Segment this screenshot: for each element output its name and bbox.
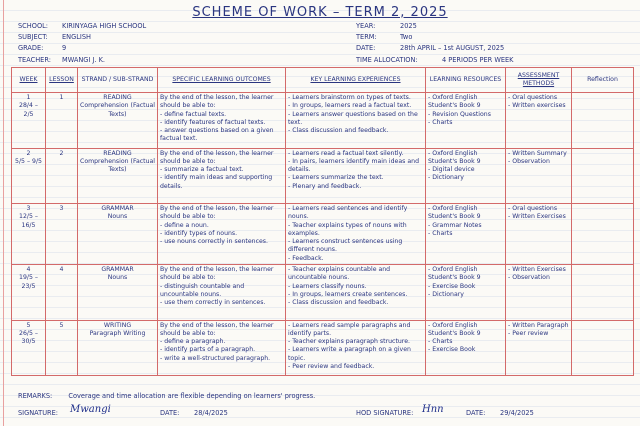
experiences-cell: [286, 265, 426, 321]
experiences-cell: [286, 93, 426, 149]
experience-item: - In groups, learners create sentences.: [288, 290, 408, 298]
resource-item: - Grammar Notes: [428, 221, 482, 229]
experience-item-text: Class discussion and feedback.: [292, 127, 389, 135]
resource-item: - Charts: [428, 338, 453, 346]
time-label: TIME ALLOCATION:: [356, 56, 418, 64]
week-cell: [12, 204, 46, 265]
assessment-item: - Observation: [508, 274, 550, 282]
assessment-item-text: Written exercises: [512, 102, 566, 110]
experience-item: - Feedback.: [288, 254, 324, 262]
page-title: SCHEME OF WORK – TERM 2, 2025: [192, 5, 448, 20]
assessment-item-text: Oral questions: [512, 205, 558, 212]
resource-item-text: Dictionary: [432, 290, 464, 298]
experience-item: - Class discussion and feedback.: [288, 127, 389, 135]
assessment-item: - Written exercises: [508, 102, 566, 110]
experience-item: - Learners read sample paragraphs and identify parts.: [288, 321, 411, 337]
experience-item: - Learners write a paragraph on a given topic.: [288, 346, 411, 362]
remarks: [18, 392, 315, 400]
experience-item-text: Class discussion and feedback.: [292, 299, 389, 307]
outcomes-cell: [158, 204, 286, 265]
school-label: SCHOOL:: [18, 22, 49, 30]
experience-item: - Teacher explains paragraph structure.: [288, 338, 410, 346]
resource-item: - Charts: [428, 118, 453, 126]
lesson-cell: [46, 204, 78, 265]
outcome-item: - define factual texts.: [160, 110, 227, 118]
assessment-item: - Written Exercises: [508, 266, 566, 274]
resource-item: - Revision Questions: [428, 110, 491, 118]
teacher-value: MWANGI J. K.: [62, 56, 105, 64]
resource-item: - Oxford English Student's Book 9: [428, 205, 481, 221]
time-info: [356, 56, 514, 64]
col-resources: LEARNING RESOURCES: [426, 68, 506, 93]
reflection-cell: [572, 93, 634, 149]
col-week: WEEK: [12, 68, 46, 93]
outcomes-intro: By the end of the lesson, the learner should be able to:: [160, 94, 274, 110]
strand: WRITING: [103, 321, 132, 329]
assessment-item-text: Peer review: [512, 329, 549, 337]
experience-item-text: In groups, learners create sentences.: [292, 290, 408, 298]
col-experiences: KEY LEARNING EXPERIENCES: [286, 68, 426, 93]
teacher-signature: Mwangi: [70, 404, 111, 415]
outcomes-cell: [158, 93, 286, 149]
reflection-cell: [572, 320, 634, 376]
resource-item-text: Oxford English Student's Book 9: [428, 321, 481, 337]
week-dates: 28/4 – 2/5: [19, 102, 38, 118]
resource-item-text: Dictionary: [432, 174, 464, 182]
outcome-item: - distinguish countable and uncountable nouns.: [160, 282, 245, 298]
assessment-item-text: Written Paragraph: [512, 321, 569, 329]
strand-cell: [78, 148, 158, 204]
assessment-item: - Oral questions: [508, 205, 558, 212]
assessment-cell: [506, 320, 572, 376]
term-label: TERM:: [356, 33, 377, 41]
signature-label: SIGNATURE:: [18, 409, 58, 417]
experience-item-text: Learners read a factual text silently.: [292, 149, 404, 157]
week-cell: [12, 320, 46, 376]
resource-item-text: Exercise Book: [432, 346, 476, 354]
week-number: 3: [26, 205, 31, 212]
strand-cell: [78, 93, 158, 149]
date-label-2: DATE:: [466, 409, 486, 417]
resource-item: - Dictionary: [428, 290, 464, 298]
table-row: [12, 320, 634, 376]
outcome-text: write a well-structured paragraph.: [164, 354, 271, 362]
experiences-cell: [286, 320, 426, 376]
strand-cell: [78, 204, 158, 265]
outcome-item: - identify main ideas and supporting details.: [160, 174, 273, 190]
year-value: 2025: [400, 22, 417, 30]
resource-item-text: Oxford English Student's Book 9: [428, 205, 481, 221]
outcome-item: - identify features of factual texts.: [160, 118, 266, 126]
experience-item: - Class discussion and feedback.: [288, 299, 389, 307]
table-row: [12, 265, 634, 321]
strand: GRAMMAR: [101, 205, 134, 212]
experience-item-text: Peer review and feedback.: [292, 363, 375, 371]
lesson-number: 3: [59, 205, 64, 212]
experience-item: - Learners summarize the text.: [288, 174, 384, 182]
experience-item: - Plenary and feedback.: [288, 182, 362, 190]
outcome-text: identify parts of a paragraph.: [164, 346, 256, 354]
experience-item-text: In pairs, learners identify main ideas and details.: [288, 157, 419, 174]
outcome-text: answer questions based on a given factual text.: [160, 127, 274, 143]
lesson-cell: [46, 93, 78, 149]
experience-item: - Learners classify nouns.: [288, 282, 367, 290]
outcome-text: use nouns correctly in sentences.: [164, 238, 268, 246]
outcomes-cell: [158, 148, 286, 204]
resources-cell: [426, 204, 506, 265]
reflection-cell: [572, 265, 634, 321]
resources-cell: [426, 320, 506, 376]
assessment-item-text: Written Summary: [512, 149, 567, 157]
date-label: DATE:: [356, 44, 376, 52]
week-dates: 19/5 – 23/5: [19, 274, 38, 290]
experience-item-text: Learners construct sentences using different nouns.: [288, 238, 403, 254]
date-info: [356, 44, 505, 52]
lesson-cell: [46, 148, 78, 204]
outcomes-cell: [158, 320, 286, 376]
table-row: [12, 204, 634, 265]
grade-label: GRADE:: [18, 44, 44, 52]
resource-item: - Oxford English Student's Book 9: [428, 321, 481, 337]
experiences-cell: [286, 204, 426, 265]
experience-item: - Teacher explains countable and uncountable nouns.: [288, 266, 391, 282]
experience-item: - Learners brainstorm on types of texts.: [288, 94, 411, 101]
subject-label: SUBJECT:: [18, 33, 48, 41]
experience-item: - Learners answer questions based on the text.: [288, 110, 418, 126]
assessment-item-text: Observation: [512, 157, 550, 165]
experience-item: - In groups, learners read a factual text.: [288, 102, 412, 110]
hod-signature-label: HOD SIGNATURE:: [356, 409, 414, 417]
scheme-table: [11, 67, 634, 376]
reflection-cell: [572, 148, 634, 204]
lesson-number: 4: [59, 266, 64, 274]
experience-item-text: Feedback.: [292, 254, 324, 262]
col-strand: STRAND / SUB-STRAND: [78, 68, 158, 93]
date-value: 28th APRIL – 1st AUGUST, 2025: [400, 44, 505, 52]
resource-item-text: Oxford English Student's Book 9: [428, 149, 481, 165]
experience-item-text: Plenary and feedback.: [292, 182, 362, 190]
assessment-item: - Peer review: [508, 329, 549, 337]
strand: GRAMMAR: [101, 266, 134, 274]
week-number: 2: [26, 149, 31, 157]
experience-item: - Learners construct sentences using different nouns.: [288, 238, 403, 254]
assessment-item: - Oral questions: [508, 94, 558, 101]
resource-item-text: Exercise Book: [432, 282, 476, 290]
strand-cell: [78, 320, 158, 376]
lesson-number: 5: [59, 321, 64, 329]
resource-item-text: Grammar Notes: [432, 221, 482, 229]
resource-item: - Oxford English Student's Book 9: [428, 266, 481, 282]
resources-cell: [426, 148, 506, 204]
experience-item-text: Teacher explains types of nouns with examples.: [288, 221, 407, 237]
col-reflection: Reflection: [572, 68, 634, 93]
week-cell: [12, 265, 46, 321]
resource-item-text: Charts: [432, 118, 453, 126]
outcome-text: use them correctly in sentences.: [164, 299, 266, 307]
assessment-cell: [506, 265, 572, 321]
resource-item-text: Oxford English Student's Book 9: [428, 94, 481, 110]
remarks-text: Coverage and time allocation are flexible depending on learners' progress.: [68, 392, 316, 400]
strand: READING: [103, 149, 132, 157]
week-number: 1: [26, 94, 31, 101]
experience-item: - Teacher explains types of nouns with examples.: [288, 221, 407, 237]
date-value-2: 29/4/2025: [500, 409, 534, 417]
year-info: [356, 22, 417, 30]
assessment-item: - Written Paragraph: [508, 321, 569, 329]
outcome-text: define factual texts.: [164, 110, 227, 118]
outcome-text: define a paragraph.: [164, 338, 226, 346]
assessment-item: - Written Exercises: [508, 213, 566, 221]
resources-cell: [426, 265, 506, 321]
grade-info: [18, 44, 67, 52]
time-value: 4 PERIODS PER WEEK: [442, 56, 514, 64]
resource-item-text: Oxford English Student's Book 9: [428, 266, 481, 282]
lesson-cell: [46, 320, 78, 376]
outcome-text: identify features of factual texts.: [164, 118, 266, 126]
table-row: [12, 148, 634, 204]
week-number: 5: [26, 321, 31, 329]
assessment-item-text: Observation: [512, 274, 550, 282]
school-value: KIRINYAGA HIGH SCHOOL: [62, 22, 147, 30]
outcome-text: distinguish countable and uncountable nouns.: [160, 282, 245, 298]
outcome-text: summarize a factual text.: [164, 166, 244, 174]
sub-strand: Paragraph Writing: [89, 329, 146, 337]
assessment-item: - Observation: [508, 157, 550, 165]
sub-strand: Comprehension (Factual Texts): [80, 157, 155, 174]
col-outcomes: SPECIFIC LEARNING OUTCOMES: [158, 68, 286, 93]
outcome-item: - write a well-structured paragraph.: [160, 354, 271, 362]
margin-line: [3, 0, 4, 426]
lesson-cell: [46, 265, 78, 321]
date-value-1: 28/4/2025: [194, 409, 228, 417]
experiences-cell: [286, 148, 426, 204]
resource-item-text: Charts: [432, 229, 453, 237]
week-cell: [12, 93, 46, 149]
outcome-item: - use them correctly in sentences.: [160, 299, 266, 307]
resource-item: - Exercise Book: [428, 282, 476, 290]
assessment-item-text: Written Exercises: [512, 266, 566, 274]
outcome-text: identify types of nouns.: [164, 229, 238, 237]
outcomes-intro: By the end of the lesson, the learner should be able to:: [160, 321, 274, 337]
outcome-text: identify main ideas and supporting details.: [160, 174, 273, 190]
assessment-item-text: Oral questions: [512, 94, 558, 101]
term-value: Two: [400, 33, 413, 41]
assessment-cell: [506, 204, 572, 265]
resource-item-text: Digital device: [432, 166, 475, 174]
remarks-label: REMARKS:: [18, 392, 53, 400]
reflection-cell: [572, 204, 634, 265]
outcomes-intro: By the end of the lesson, the learner should be able to:: [160, 205, 274, 221]
subject-info: [18, 33, 91, 41]
week-dates: 26/5 – 30/5: [19, 329, 38, 346]
lesson-number: 1: [59, 94, 64, 101]
outcome-item: - use nouns correctly in sentences.: [160, 238, 268, 246]
outcome-item: - define a paragraph.: [160, 338, 226, 346]
assessment-item: - Written Summary: [508, 149, 567, 157]
resource-item: - Charts: [428, 229, 453, 237]
sub-strand: Comprehension (Factual Texts): [80, 102, 155, 118]
teacher-label: TEACHER:: [18, 56, 51, 64]
outcome-item: - identify parts of a paragraph.: [160, 346, 256, 354]
teacher-info: [18, 56, 105, 64]
outcomes-cell: [158, 265, 286, 321]
experience-item: - Peer review and feedback.: [288, 363, 375, 371]
outcome-item: - answer questions based on a given factual text.: [160, 127, 274, 143]
outcome-item: - summarize a factual text.: [160, 166, 244, 174]
assessment-cell: [506, 148, 572, 204]
col-assessment: ASSESSMENT METHODS: [506, 68, 572, 93]
week-number: 4: [26, 266, 31, 274]
experience-item-text: Learners brainstorm on types of texts.: [292, 94, 411, 101]
week-dates: 12/5 – 16/5: [19, 213, 38, 229]
lesson-number: 2: [59, 149, 64, 157]
sub-strand: Nouns: [107, 274, 128, 282]
resources-cell: [426, 93, 506, 149]
resource-item: - Oxford English Student's Book 9: [428, 94, 481, 110]
resource-item-text: Charts: [432, 338, 453, 346]
experience-item: - In pairs, learners identify main ideas and details.: [288, 157, 419, 174]
outcome-text: define a noun.: [164, 221, 209, 229]
year-label: YEAR:: [356, 22, 376, 30]
school-info: [18, 22, 147, 30]
term-info: [356, 33, 413, 41]
hod-signature: Hnn: [422, 404, 444, 415]
col-lesson: LESSON: [46, 68, 78, 93]
experience-item-text: Learners write a paragraph on a given topic.: [288, 346, 411, 362]
subject-value: ENGLISH: [62, 33, 91, 41]
assessment-cell: [506, 93, 572, 149]
outcome-item: - define a noun.: [160, 221, 209, 229]
resource-item-text: Revision Questions: [432, 110, 491, 118]
experience-item-text: Teacher explains paragraph structure.: [292, 338, 410, 346]
strand-cell: [78, 265, 158, 321]
experience-item: - Learners read a factual text silently.: [288, 149, 404, 157]
outcomes-intro: By the end of the lesson, the learner should be able to:: [160, 149, 274, 165]
experience-item-text: Learners classify nouns.: [292, 282, 367, 290]
experience-item-text: Learners read sentences and identify nouns.: [288, 205, 408, 221]
experience-item: - Learners read sentences and identify nouns.: [288, 205, 408, 221]
resource-item: - Exercise Book: [428, 346, 476, 354]
assessment-item-text: Written Exercises: [512, 213, 566, 221]
experience-item-text: Learners read sample paragraphs and identify parts.: [288, 321, 411, 337]
outcome-item: - identify types of nouns.: [160, 229, 238, 237]
resource-item: - Dictionary: [428, 174, 464, 182]
experience-item-text: Learners summarize the text.: [292, 174, 384, 182]
week-cell: [12, 148, 46, 204]
strand: READING: [103, 94, 132, 101]
date-label-1: DATE:: [160, 409, 180, 417]
experience-item-text: In groups, learners read a factual text.: [292, 102, 412, 110]
header-row: [12, 68, 634, 93]
sub-strand: Nouns: [107, 213, 128, 221]
grade-value: 9: [62, 44, 67, 52]
week-dates: 5/5 – 9/5: [15, 157, 42, 165]
resource-item: - Oxford English Student's Book 9: [428, 149, 481, 165]
table-row: [12, 93, 634, 149]
resource-item: - Digital device: [428, 166, 475, 174]
experience-item-text: Learners answer questions based on the text.: [288, 110, 418, 126]
outcomes-intro: By the end of the lesson, the learner should be able to:: [160, 266, 274, 282]
experience-item-text: Teacher explains countable and uncountable nouns.: [288, 266, 391, 282]
